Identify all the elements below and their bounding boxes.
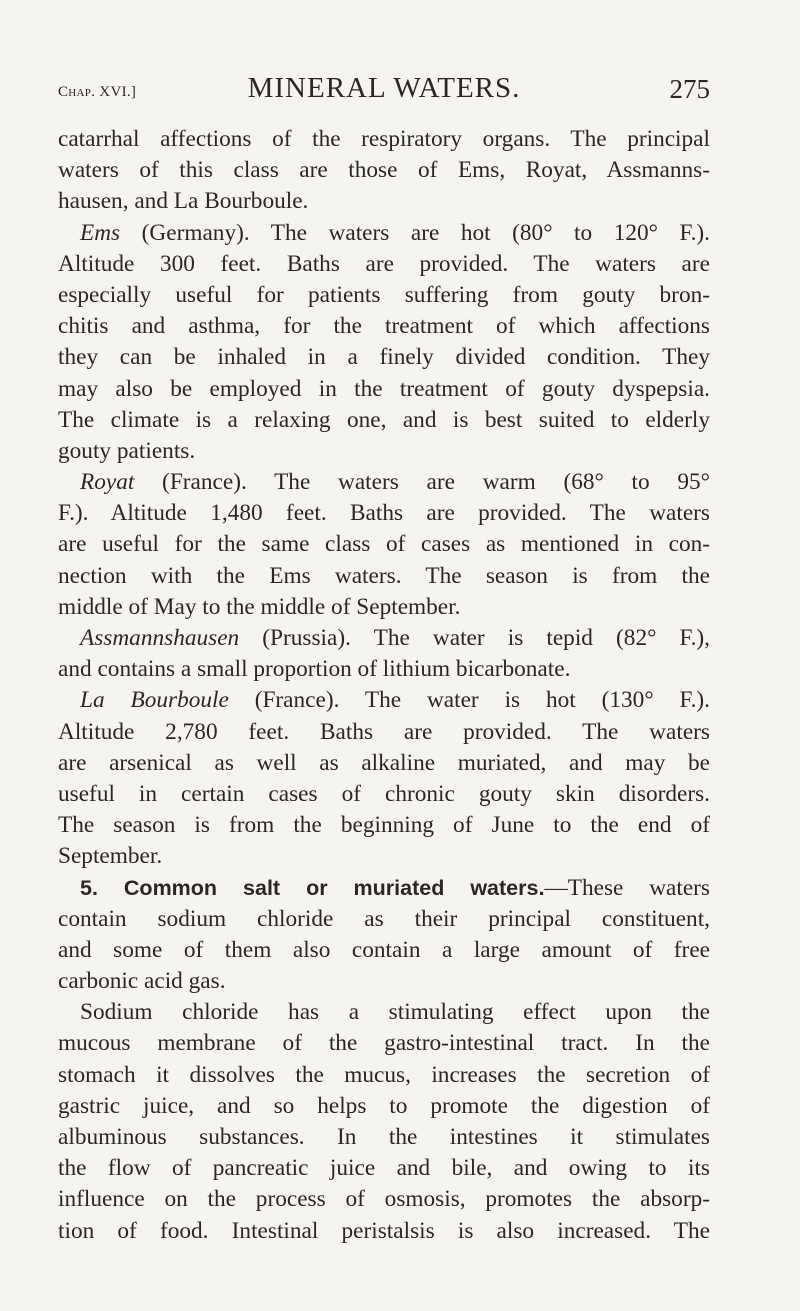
text-line: Altitude 300 feet. Baths are provided. The waters are [58, 250, 710, 277]
text-line: are useful for the same class of cases as mentioned in con- [58, 531, 710, 558]
text-line: The season is from the beginning of June to the end of [58, 812, 710, 839]
text-line: hausen, and La Bourboule. [58, 188, 309, 215]
text-line: 5. Common salt or muriated waters.—These waters [80, 874, 710, 901]
text-line: the flow of pancreatic juice and bile, and owing to its [58, 1155, 710, 1182]
text-line: chitis and asthma, for the treatment of which affections [58, 313, 710, 340]
text-line: gastric juice, and so helps to promote the digestion of [58, 1092, 710, 1119]
text-line: middle of May to the middle of September. [58, 593, 461, 620]
text-line: The climate is a relaxing one, and is best suited to elderly [58, 406, 710, 433]
text-line: Royat (France). The waters are warm (68° to 95° [80, 469, 710, 496]
text-line: catarrhal affections of the respiratory organs. The principal [58, 126, 710, 152]
text-line: stomach it dissolves the mucus, increases the secretion of [58, 1061, 710, 1088]
text-line: carbonic acid gas. [58, 968, 226, 995]
text-line: albuminous substances. In the intestines it stimulates [58, 1124, 710, 1150]
place-name-assmannshausen: Assmannshausen [80, 625, 240, 651]
text-line: La Bourboule (France). The water is hot (130° F.). [80, 687, 710, 714]
text-line: and some of them also contain a large amount of free [58, 936, 710, 963]
page-title: MINERAL WATERS. [247, 72, 521, 104]
body-text [58, 124, 710, 1247]
chapter-label: Chap. XVI.] [58, 84, 137, 100]
text-line: and contains a small proportion of lithium bicarbonate. [58, 656, 571, 683]
text-line: useful in certain cases of chronic gouty skin disorders. [58, 780, 710, 807]
text-line: F.). Altitude 1,480 feet. Baths are provided. The waters [58, 500, 710, 527]
text-line: are arsenical as well as alkaline muriated, and may be [58, 749, 710, 776]
text-line: Altitude 2,780 feet. Baths are provided. The waters [58, 718, 710, 745]
text-line: Sodium chloride has a stimulating effect upon the [80, 999, 710, 1026]
text-line: especially useful for patients suffering from gouty bron- [58, 281, 710, 308]
text-line: mucous membrane of the gastro-intestinal tract. In the [58, 1030, 710, 1057]
text-line: gouty patients. [58, 437, 196, 464]
section-heading: 5. Common salt or muriated waters. [80, 875, 545, 900]
text-line: nection with the Ems waters. The season is from the [58, 562, 710, 589]
running-header [58, 72, 710, 112]
text-line: Assmannshausen (Prussia). The water is tepid (82° F.), [80, 625, 710, 651]
place-name-royat: Royat [80, 469, 135, 496]
place-name-la-bourboule: La Bourboule [80, 687, 229, 714]
text-line: contain sodium chloride as their principal constituent, [58, 905, 710, 932]
text-line: waters of this class are those of Ems, Royat, Assmanns- [58, 157, 710, 184]
place-name-ems: Ems [80, 219, 121, 246]
text-line: tion of food. Intestinal peristalsis is also increased. The [58, 1217, 710, 1244]
text-line: influence on the process of osmosis, promotes the absorp- [58, 1186, 710, 1213]
text-line: September. [58, 843, 163, 870]
page-number: 275 [669, 74, 710, 104]
text-line: they can be inhaled in a finely divided condition. They [58, 344, 710, 371]
text-line: may also be employed in the treatment of gouty dyspepsia. [58, 375, 710, 402]
text-line: Ems (Germany). The waters are hot (80° to 120° F.). [80, 219, 710, 246]
